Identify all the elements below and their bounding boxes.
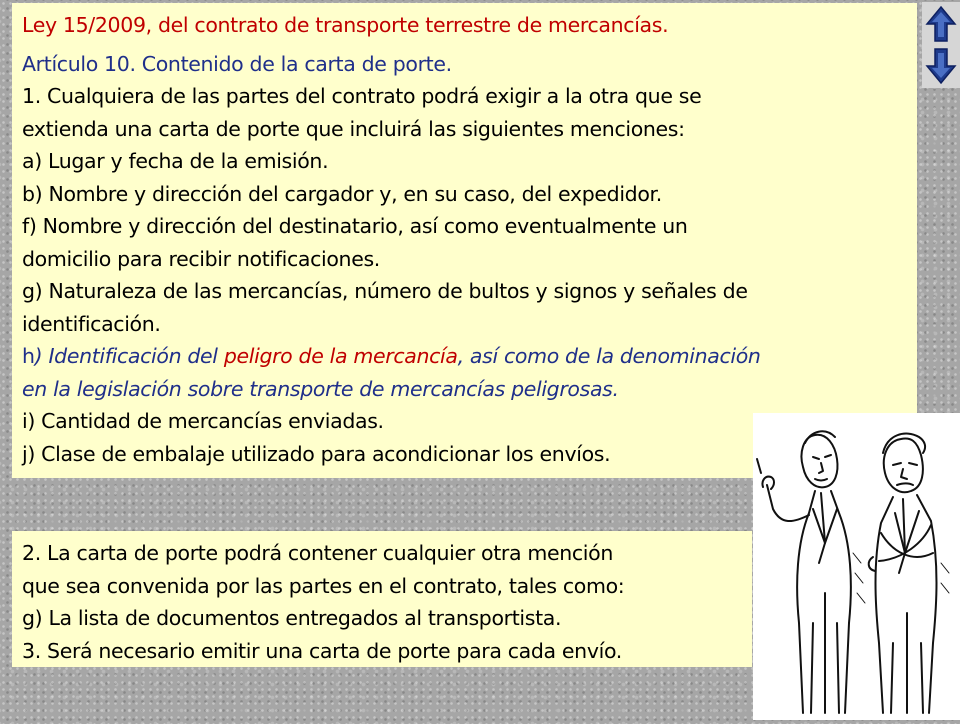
item-h-part-1: ) Identificación del <box>34 344 224 368</box>
paragraph-1-line-1: 1. Cualquiera de las partes del contrato podrá exigir a la otra que se <box>22 84 702 108</box>
item-g-line-1: g) Naturaleza de las mercancías, número de bultos y signos y señales de <box>22 279 748 303</box>
paragraph-1-line-2: extienda una carta de porte que incluirá las siguientes menciones: <box>22 116 685 141</box>
two-men-cartoon-illustration <box>753 413 960 720</box>
item-i: i) Cantidad de mercancías enviadas. <box>22 409 384 433</box>
item-a: a) Lugar y fecha de la emisión. <box>22 149 329 173</box>
item-f-line-1: f) Nombre y dirección del destinatario, así como eventualmente un <box>22 214 688 238</box>
item-g-line-2: identificación. <box>22 311 161 336</box>
article-heading: Artículo 10. Contenido de la carta de porte. <box>22 51 452 76</box>
main-text-panel <box>12 3 917 478</box>
item-h-line-1 <box>22 340 917 373</box>
secondary-line-2: que sea convenida por las partes en el contrato, tales como: <box>22 573 625 598</box>
slide-navigation <box>922 2 960 88</box>
item-h-line-2: en la legislación sobre transporte de mercancías peligrosas. <box>22 376 619 401</box>
arrow-down-icon <box>924 46 958 86</box>
item-h-part-2: , así como de la denominación <box>457 344 761 368</box>
item-h-highlight: peligro de la mercancía <box>223 344 458 368</box>
item-h-letter: h <box>22 344 35 368</box>
item-j: j) Clase de embalaje utilizado para acondicionar los envíos. <box>22 441 611 466</box>
previous-slide-button[interactable] <box>924 4 958 44</box>
secondary-line-1: 2. La carta de porte podrá contener cualquier otra mención <box>22 541 613 565</box>
secondary-line-3: g) La lista de documentos entregados al transportista. <box>22 606 562 630</box>
secondary-line-4: 3. Será necesario emitir una carta de porte para cada envío. <box>22 638 622 663</box>
secondary-text-panel <box>12 531 752 667</box>
next-slide-button[interactable] <box>924 46 958 86</box>
item-f-line-2: domicilio para recibir notificaciones. <box>22 246 380 271</box>
item-b: b) Nombre y dirección del cargador y, en su caso, del expedidor. <box>22 181 662 206</box>
arrow-up-icon <box>924 4 958 44</box>
law-title: Ley 15/2009, del contrato de transporte terrestre de mercancías. <box>22 13 669 37</box>
cartoon-men-icon <box>753 413 960 720</box>
